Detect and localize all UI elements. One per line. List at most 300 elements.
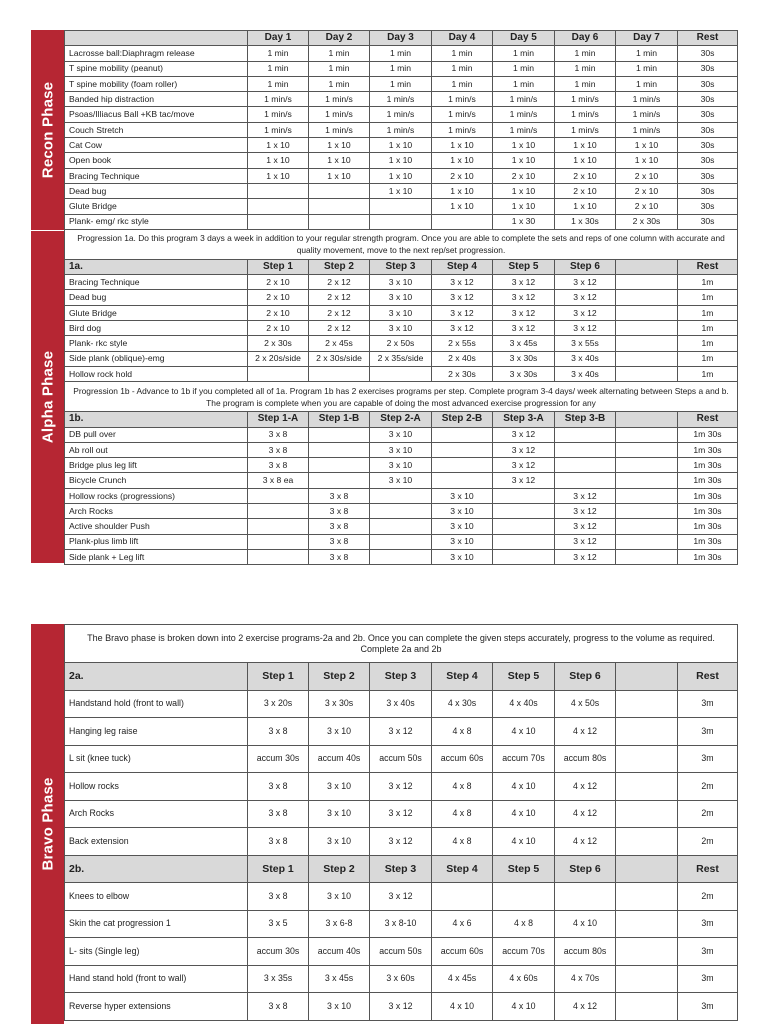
- prescription-cell: 3 x 35s: [248, 965, 309, 993]
- prescription-cell: 2 x 30s: [248, 336, 309, 351]
- prescription-cell: 3 x 10: [309, 718, 370, 746]
- prescription-cell: 1 min: [248, 46, 309, 61]
- prescription-cell: 1 x 10: [309, 138, 370, 153]
- prescription-cell: 1 x 10: [309, 168, 370, 183]
- exercise-name-cell: Hand stand hold (front to wall): [65, 965, 248, 993]
- prescription-cell: [309, 199, 370, 214]
- prescription-cell: [555, 427, 616, 442]
- prescription-cell: 1 x 10: [616, 138, 678, 153]
- table-row: [65, 993, 738, 1021]
- prescription-cell: 2 x 12: [309, 321, 370, 336]
- rest-cell: 1m: [678, 321, 738, 336]
- prescription-cell: [370, 534, 432, 549]
- exercise-name-cell: 2a.: [65, 663, 248, 691]
- prescription-cell: accum 60s: [432, 938, 493, 966]
- prescription-cell: 3 x 12: [493, 442, 555, 457]
- table-row: [65, 800, 738, 828]
- prescription-cell: [370, 549, 432, 564]
- exercise-name-cell: Arch Rocks: [65, 504, 248, 519]
- prescription-cell: [616, 718, 678, 746]
- exercise-name-cell: Bridge plus leg lift: [65, 458, 248, 473]
- prescription-cell: 1 x 10: [370, 138, 432, 153]
- prescription-cell: 1 min: [309, 76, 370, 91]
- prescription-cell: 2 x 30s/side: [309, 351, 370, 366]
- prescription-cell: 3 x 10: [432, 534, 493, 549]
- prescription-cell: 3 x 10: [309, 800, 370, 828]
- prescription-cell: 3 x 8: [248, 993, 309, 1021]
- table-row: [65, 519, 738, 534]
- rest-cell: 30s: [678, 214, 738, 229]
- prescription-cell: 1 min/s: [616, 107, 678, 122]
- prescription-cell: 3 x 8: [248, 442, 309, 457]
- prescription-cell: Day 7: [616, 31, 678, 46]
- recon-phase-label: Recon Phase: [39, 81, 56, 179]
- prescription-cell: Step 3: [370, 855, 432, 883]
- table-row: [65, 305, 738, 320]
- prescription-cell: 3 x 10: [370, 473, 432, 488]
- prescription-cell: [616, 366, 678, 381]
- prescription-cell: 4 x 30s: [432, 690, 493, 718]
- prescription-cell: 3 x 12: [370, 773, 432, 801]
- prescription-cell: [248, 199, 309, 214]
- prescription-cell: Step 2: [309, 259, 370, 274]
- prescription-cell: 3 x 40s: [555, 351, 616, 366]
- prescription-cell: [616, 549, 678, 564]
- prescription-cell: 1 min: [370, 61, 432, 76]
- prescription-cell: 1 x 10: [432, 183, 493, 198]
- rest-cell: 1m 30s: [678, 473, 738, 488]
- table-row: [65, 458, 738, 473]
- table-row: [65, 183, 738, 198]
- prescription-cell: Day 1: [248, 31, 309, 46]
- prescription-cell: [309, 473, 370, 488]
- alpha-1a-header-row: [65, 259, 738, 274]
- prescription-cell: [616, 336, 678, 351]
- prescription-cell: 3 x 8: [248, 800, 309, 828]
- prescription-cell: [616, 828, 678, 856]
- prescription-cell: Day 4: [432, 31, 493, 46]
- exercise-name-cell: Glute Bridge: [65, 199, 248, 214]
- prescription-cell: 3 x 8 ea: [248, 473, 309, 488]
- exercise-name-cell: Side plank (oblique)-emg: [65, 351, 248, 366]
- prescription-cell: 3 x 40s: [370, 690, 432, 718]
- prescription-cell: Step 5: [493, 855, 555, 883]
- prescription-cell: 2 x 12: [309, 305, 370, 320]
- prescription-cell: 3 x 45s: [309, 965, 370, 993]
- prescription-cell: 1 x 10: [555, 153, 616, 168]
- prescription-cell: Step 2-A: [370, 412, 432, 427]
- prescription-cell: 3 x 12: [493, 473, 555, 488]
- table-row: [65, 275, 738, 290]
- prescription-cell: 3 x 12: [555, 549, 616, 564]
- prescription-cell: accum 40s: [309, 938, 370, 966]
- prescription-cell: [309, 458, 370, 473]
- prescription-cell: [616, 800, 678, 828]
- prescription-cell: 3 x 10: [370, 442, 432, 457]
- exercise-name-cell: Open book: [65, 153, 248, 168]
- prescription-cell: Step 6: [555, 663, 616, 691]
- prescription-cell: Day 6: [555, 31, 616, 46]
- prescription-cell: [616, 504, 678, 519]
- prescription-cell: [248, 504, 309, 519]
- prescription-cell: Step 1-B: [309, 412, 370, 427]
- rest-cell: 3m: [678, 965, 738, 993]
- rest-cell: 3m: [678, 938, 738, 966]
- table-row: [65, 336, 738, 351]
- prescription-cell: 4 x 70s: [555, 965, 616, 993]
- prescription-cell: 1 x 10: [555, 138, 616, 153]
- prescription-cell: 1 min/s: [555, 107, 616, 122]
- prescription-cell: 3 x 12: [370, 883, 432, 911]
- prescription-cell: Step 5: [493, 663, 555, 691]
- exercise-name-cell: Bracing Technique: [65, 275, 248, 290]
- prescription-cell: 1 x 10: [493, 138, 555, 153]
- prescription-cell: 4 x 10: [493, 718, 555, 746]
- prescription-cell: 4 x 60s: [493, 965, 555, 993]
- rest-cell: 1m: [678, 305, 738, 320]
- prescription-cell: 1 x 10: [370, 183, 432, 198]
- prescription-cell: 2 x 30s: [432, 366, 493, 381]
- prescription-cell: 2 x 10: [432, 168, 493, 183]
- exercise-name-cell: Dead bug: [65, 290, 248, 305]
- exercise-name-cell: L- sits (Single leg): [65, 938, 248, 966]
- prescription-cell: 3 x 12: [493, 275, 555, 290]
- rest-cell: Rest: [678, 31, 738, 46]
- prescription-cell: Day 2: [309, 31, 370, 46]
- rest-cell: 2m: [678, 773, 738, 801]
- table-row: [65, 321, 738, 336]
- prescription-cell: 3 x 10: [432, 504, 493, 519]
- prescription-cell: 1 min/s: [493, 107, 555, 122]
- rest-cell: 1m: [678, 336, 738, 351]
- prescription-cell: 3 x 8-10: [370, 910, 432, 938]
- prescription-cell: 3 x 12: [555, 534, 616, 549]
- prescription-cell: 3 x 12: [493, 305, 555, 320]
- exercise-name-cell: Dead bug: [65, 183, 248, 198]
- table-row: [65, 153, 738, 168]
- prescription-cell: [616, 427, 678, 442]
- table-row: [65, 745, 738, 773]
- prescription-cell: 3 x 12: [555, 290, 616, 305]
- exercise-name-cell: Hollow rocks (progressions): [65, 488, 248, 503]
- prescription-cell: 1 min/s: [370, 92, 432, 107]
- table-row: [65, 46, 738, 61]
- prescription-cell: 2 x 50s: [370, 336, 432, 351]
- prescription-cell: 1 min: [370, 46, 432, 61]
- prescription-cell: 1 min: [432, 61, 493, 76]
- prescription-cell: 3 x 30s: [493, 351, 555, 366]
- prescription-cell: 3 x 10: [370, 458, 432, 473]
- table-row: [65, 92, 738, 107]
- prescription-cell: Step 5: [493, 259, 555, 274]
- prescription-cell: [493, 534, 555, 549]
- prescription-cell: accum 60s: [432, 745, 493, 773]
- recon-alpha-block: [31, 30, 737, 563]
- table-row: [65, 910, 738, 938]
- prescription-cell: 4 x 6: [432, 910, 493, 938]
- prescription-cell: [309, 427, 370, 442]
- table-row: [65, 534, 738, 549]
- prescription-cell: 1 min: [248, 61, 309, 76]
- prescription-cell: 3 x 12: [555, 275, 616, 290]
- prescription-cell: 2 x 10: [616, 199, 678, 214]
- prescription-cell: accum 40s: [309, 745, 370, 773]
- table-row: [65, 938, 738, 966]
- prescription-cell: 4 x 12: [555, 993, 616, 1021]
- alpha-1b-header-row: [65, 412, 738, 427]
- exercise-name-cell: Glute Bridge: [65, 305, 248, 320]
- prescription-cell: accum 30s: [248, 745, 309, 773]
- table-row: [65, 883, 738, 911]
- prescription-cell: 1 min/s: [555, 92, 616, 107]
- alpha-phase-banner: [31, 231, 64, 563]
- prescription-cell: 2 x 10: [248, 305, 309, 320]
- prescription-cell: Step 3-B: [555, 412, 616, 427]
- prescription-cell: accum 70s: [493, 938, 555, 966]
- prescription-cell: [309, 442, 370, 457]
- rest-cell: 30s: [678, 107, 738, 122]
- prescription-cell: 3 x 5: [248, 910, 309, 938]
- prescription-cell: 4 x 12: [555, 828, 616, 856]
- table-row: [65, 76, 738, 91]
- exercise-name-cell: Couch Stretch: [65, 122, 248, 137]
- prescription-cell: 1 x 10: [370, 168, 432, 183]
- prescription-cell: [616, 442, 678, 457]
- prescription-cell: 3 x 12: [493, 427, 555, 442]
- prescription-cell: accum 30s: [248, 938, 309, 966]
- prescription-cell: 1 x 10: [432, 199, 493, 214]
- prescription-cell: Step 6: [555, 259, 616, 274]
- rest-cell: 1m: [678, 290, 738, 305]
- rest-cell: 2m: [678, 800, 738, 828]
- prescription-cell: [309, 214, 370, 229]
- prescription-cell: 4 x 10: [493, 828, 555, 856]
- prescription-cell: 3 x 8: [248, 718, 309, 746]
- prescription-cell: Day 3: [370, 31, 432, 46]
- prescription-cell: 1 x 30: [493, 214, 555, 229]
- prescription-cell: 3 x 8: [309, 549, 370, 564]
- rest-cell: 1m 30s: [678, 534, 738, 549]
- prescription-cell: 2 x 55s: [432, 336, 493, 351]
- rest-cell: 3m: [678, 718, 738, 746]
- progression-note: Progression 1a. Do this program 3 days a week in addition to your regular strength program. Once you are able to complete the sets and reps of one column with accurate and quality movement, move to the next rep/set progression.: [65, 229, 738, 259]
- prescription-cell: Step 3-A: [493, 412, 555, 427]
- recon-phase-banner: [31, 30, 64, 230]
- prescription-cell: [616, 259, 678, 274]
- prescription-cell: 1 min/s: [616, 92, 678, 107]
- prescription-cell: 3 x 40s: [555, 366, 616, 381]
- prescription-cell: [555, 473, 616, 488]
- prescription-cell: 1 min/s: [432, 92, 493, 107]
- prescription-cell: 3 x 12: [555, 321, 616, 336]
- prescription-cell: 2 x 20s/side: [248, 351, 309, 366]
- bravo-phase-label: Bravo Phase: [39, 777, 56, 871]
- progression-1a-note-row: [65, 229, 738, 259]
- prescription-cell: 3 x 6-8: [309, 910, 370, 938]
- prescription-cell: 1 min: [370, 76, 432, 91]
- prescription-cell: [616, 473, 678, 488]
- prescription-cell: 4 x 8: [493, 910, 555, 938]
- prescription-cell: 1 min/s: [493, 122, 555, 137]
- prescription-cell: 3 x 12: [432, 305, 493, 320]
- table-row: [65, 504, 738, 519]
- prescription-cell: [616, 275, 678, 290]
- prescription-cell: 3 x 60s: [370, 965, 432, 993]
- prescription-cell: [432, 883, 493, 911]
- prescription-cell: [248, 534, 309, 549]
- prescription-cell: [555, 883, 616, 911]
- exercise-name-cell: Psoas/Illiacus Ball +KB tac/move: [65, 107, 248, 122]
- prescription-cell: 3 x 12: [555, 488, 616, 503]
- prescription-cell: 3 x 12: [493, 321, 555, 336]
- prescription-cell: 1 x 30s: [555, 214, 616, 229]
- prescription-cell: 1 min/s: [309, 122, 370, 137]
- prescription-cell: 3 x 10: [370, 275, 432, 290]
- exercise-name-cell: Bracing Technique: [65, 168, 248, 183]
- prescription-cell: [493, 549, 555, 564]
- prescription-cell: [616, 745, 678, 773]
- prescription-cell: [616, 965, 678, 993]
- prescription-cell: 1 min/s: [616, 122, 678, 137]
- prescription-cell: [616, 663, 678, 691]
- prescription-cell: [248, 214, 309, 229]
- prescription-cell: 3 x 8: [248, 773, 309, 801]
- prescription-cell: 1 min/s: [493, 92, 555, 107]
- prescription-cell: 1 min: [555, 61, 616, 76]
- prescription-cell: [370, 488, 432, 503]
- prescription-cell: [432, 442, 493, 457]
- prescription-cell: [616, 883, 678, 911]
- prescription-cell: 1 min: [616, 76, 678, 91]
- prescription-cell: 1 min/s: [555, 122, 616, 137]
- rest-cell: 30s: [678, 92, 738, 107]
- rest-cell: Rest: [678, 259, 738, 274]
- prescription-cell: 1 min: [616, 46, 678, 61]
- prescription-cell: 2 x 10: [555, 183, 616, 198]
- prescription-cell: 4 x 10: [493, 993, 555, 1021]
- prescription-cell: 3 x 10: [370, 321, 432, 336]
- prescription-cell: [432, 427, 493, 442]
- prescription-cell: 2 x 12: [309, 290, 370, 305]
- prescription-cell: 4 x 10: [493, 773, 555, 801]
- prescription-cell: 2 x 10: [616, 168, 678, 183]
- rest-cell: 30s: [678, 153, 738, 168]
- prescription-cell: 4 x 12: [555, 800, 616, 828]
- prescription-cell: 3 x 12: [370, 828, 432, 856]
- prescription-cell: [493, 504, 555, 519]
- rest-cell: 1m 30s: [678, 504, 738, 519]
- prescription-cell: [616, 488, 678, 503]
- prescription-cell: 3 x 12: [493, 290, 555, 305]
- prescription-cell: 1 min: [493, 61, 555, 76]
- prescription-cell: 3 x 12: [555, 519, 616, 534]
- prescription-cell: 2 x 45s: [309, 336, 370, 351]
- prescription-cell: 1 x 10: [309, 153, 370, 168]
- table-row: [65, 122, 738, 137]
- recon-header-row: [65, 31, 738, 46]
- prescription-cell: 3 x 8: [309, 488, 370, 503]
- prescription-cell: 2 x 35s/side: [370, 351, 432, 366]
- prescription-cell: 4 x 10: [493, 800, 555, 828]
- prescription-cell: 4 x 8: [432, 828, 493, 856]
- prescription-cell: 1 x 10: [248, 138, 309, 153]
- prescription-cell: 3 x 10: [309, 773, 370, 801]
- prescription-cell: 3 x 20s: [248, 690, 309, 718]
- exercise-name-cell: [65, 31, 248, 46]
- prescription-cell: 1 min: [309, 61, 370, 76]
- prescription-cell: [616, 290, 678, 305]
- prescription-cell: [616, 519, 678, 534]
- prescription-cell: 4 x 12: [555, 718, 616, 746]
- exercise-name-cell: Plank- emg/ rkc style: [65, 214, 248, 229]
- table-row: [65, 351, 738, 366]
- prescription-cell: 1 x 10: [432, 138, 493, 153]
- prescription-cell: [309, 183, 370, 198]
- exercise-name-cell: 2b.: [65, 855, 248, 883]
- prescription-cell: 3 x 12: [370, 993, 432, 1021]
- prescription-cell: Step 1-A: [248, 412, 309, 427]
- exercise-name-cell: L sit (knee tuck): [65, 745, 248, 773]
- prescription-cell: [370, 519, 432, 534]
- prescription-cell: 1 min/s: [432, 107, 493, 122]
- prescription-cell: [248, 183, 309, 198]
- prescription-cell: [616, 534, 678, 549]
- exercise-name-cell: Reverse hyper extensions: [65, 993, 248, 1021]
- prescription-cell: 3 x 10: [370, 305, 432, 320]
- prescription-cell: [309, 366, 370, 381]
- exercise-name-cell: Handstand hold (front to wall): [65, 690, 248, 718]
- rest-cell: 1m 30s: [678, 519, 738, 534]
- rest-cell: 2m: [678, 828, 738, 856]
- exercise-name-cell: Lacrosse ball:Diaphragm release: [65, 46, 248, 61]
- prescription-cell: [616, 910, 678, 938]
- prescription-cell: Step 3: [370, 663, 432, 691]
- prescription-cell: [248, 549, 309, 564]
- prescription-cell: [432, 458, 493, 473]
- prescription-cell: accum 80s: [555, 745, 616, 773]
- rest-cell: 1m 30s: [678, 488, 738, 503]
- prescription-cell: 3 x 12: [432, 321, 493, 336]
- progression-note: The Bravo phase is broken down into 2 exercise programs-2a and 2b. Once you can complete the given steps accurately, progress to the volume as required. Complete 2a and 2b: [65, 625, 738, 663]
- prescription-cell: 1 x 10: [432, 153, 493, 168]
- prescription-cell: Step 4: [432, 663, 493, 691]
- prescription-cell: 1 min: [432, 76, 493, 91]
- rest-cell: 30s: [678, 183, 738, 198]
- prescription-cell: [493, 519, 555, 534]
- exercise-name-cell: Side plank + Leg lift: [65, 549, 248, 564]
- rest-cell: 30s: [678, 61, 738, 76]
- prescription-cell: Day 5: [493, 31, 555, 46]
- prescription-cell: 3 x 12: [555, 504, 616, 519]
- exercise-name-cell: Cat Cow: [65, 138, 248, 153]
- exercise-name-cell: Hollow rock hold: [65, 366, 248, 381]
- prescription-cell: accum 70s: [493, 745, 555, 773]
- prescription-cell: 1 min: [493, 46, 555, 61]
- rest-cell: 1m: [678, 366, 738, 381]
- prescription-cell: 3 x 12: [432, 275, 493, 290]
- prescription-cell: 4 x 50s: [555, 690, 616, 718]
- prescription-cell: 3 x 12: [493, 458, 555, 473]
- prescription-cell: [370, 214, 432, 229]
- prescription-cell: 1 x 10: [493, 183, 555, 198]
- prescription-cell: 3 x 10: [432, 488, 493, 503]
- prescription-cell: 1 min/s: [432, 122, 493, 137]
- prescription-cell: 3 x 30s: [493, 366, 555, 381]
- prescription-cell: [248, 519, 309, 534]
- prescription-cell: [432, 214, 493, 229]
- prescription-cell: 1 x 10: [248, 168, 309, 183]
- exercise-name-cell: Knees to elbow: [65, 883, 248, 911]
